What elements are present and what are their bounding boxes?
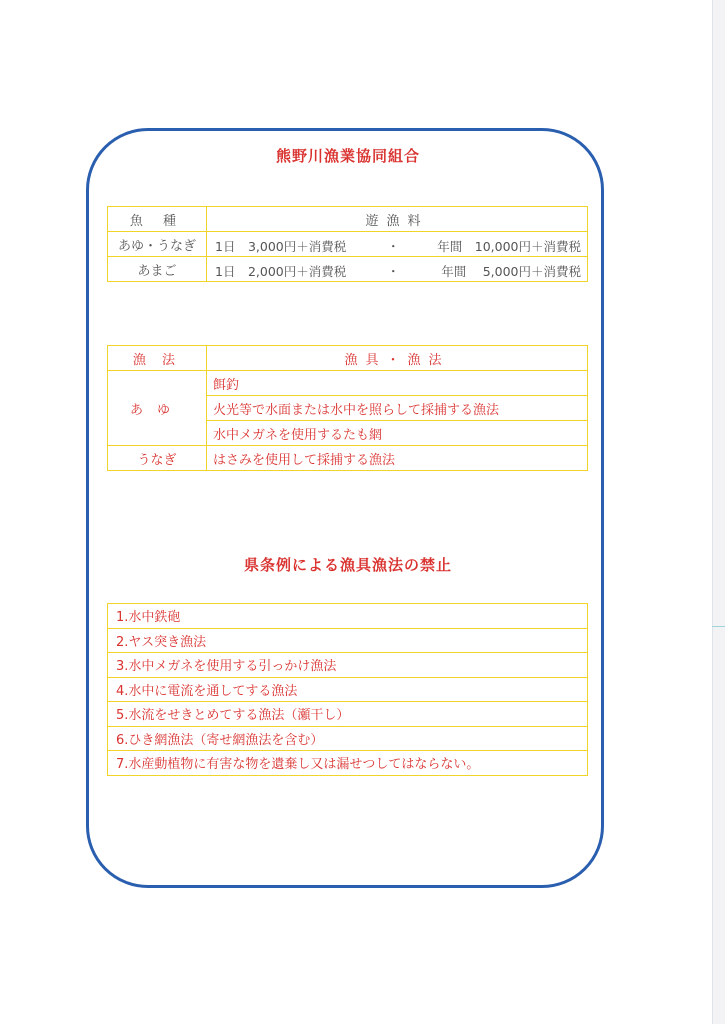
ban-row xyxy=(108,628,588,653)
fee-values xyxy=(207,257,588,282)
ban-item: 4.水中に電流を通してする漁法 xyxy=(108,677,588,702)
fee-year: 年間 5,000円＋消費税 xyxy=(441,264,581,279)
fee-row xyxy=(108,257,588,282)
ayu-method: 火光等で水面または水中を照らして採捕する漁法 xyxy=(207,396,588,421)
unagi-label: うなぎ xyxy=(108,446,207,471)
method-table xyxy=(107,345,588,471)
method-row xyxy=(108,371,588,396)
page-title: 熊野川漁業協同組合 xyxy=(275,147,420,165)
fee-species: あまご xyxy=(108,257,207,282)
edge-tick xyxy=(712,626,725,627)
ban-item: 6.ひき網漁法（寄せ網漁法を含む） xyxy=(108,726,588,751)
ban-item: 5.水流をせきとめてする漁法（瀬干し） xyxy=(108,702,588,727)
fee-day: 1日 2,000円＋消費税 xyxy=(215,264,347,279)
fee-header-fee: 遊漁料 xyxy=(207,207,588,232)
ban-row xyxy=(108,677,588,702)
ayu-method: 水中メガネを使用するたも網 xyxy=(207,421,588,446)
fee-table xyxy=(107,206,588,282)
ban-row xyxy=(108,653,588,678)
fee-values xyxy=(207,232,588,257)
fee-year: 年間 10,000円＋消費税 xyxy=(437,239,581,254)
fee-header-species: 魚 種 xyxy=(108,207,207,232)
gear-header: 漁具・漁法 xyxy=(207,346,588,371)
ban-row xyxy=(108,751,588,776)
page-edge xyxy=(712,0,725,1024)
method-header: 漁 法 xyxy=(108,346,207,371)
ban-item: 1.水中鉄砲 xyxy=(108,604,588,629)
fee-day: 1日 3,000円＋消費税 xyxy=(215,239,347,254)
ban-title: 県条例による漁具漁法の禁止 xyxy=(243,556,452,574)
ban-table xyxy=(107,603,588,776)
method-row xyxy=(108,446,588,471)
unagi-method: はさみを使用して採捕する漁法 xyxy=(207,446,588,471)
ayu-label: あゆ xyxy=(108,371,207,446)
method-table-header xyxy=(108,346,588,371)
ban-item: 3.水中メガネを使用する引っかけ漁法 xyxy=(108,653,588,678)
ban-item: 2.ヤス突き漁法 xyxy=(108,628,588,653)
ayu-method: 餌釣 xyxy=(207,371,588,396)
ban-row xyxy=(108,604,588,629)
fee-species: あゆ・うなぎ xyxy=(108,232,207,257)
fee-table-header xyxy=(108,207,588,232)
fee-separator: ・ xyxy=(387,264,400,279)
ban-row xyxy=(108,726,588,751)
fee-separator: ・ xyxy=(387,239,400,254)
ban-item: 7.水産動植物に有害な物を遺棄し又は漏せつしてはならない。 xyxy=(108,751,588,776)
fee-row xyxy=(108,232,588,257)
ban-row xyxy=(108,702,588,727)
